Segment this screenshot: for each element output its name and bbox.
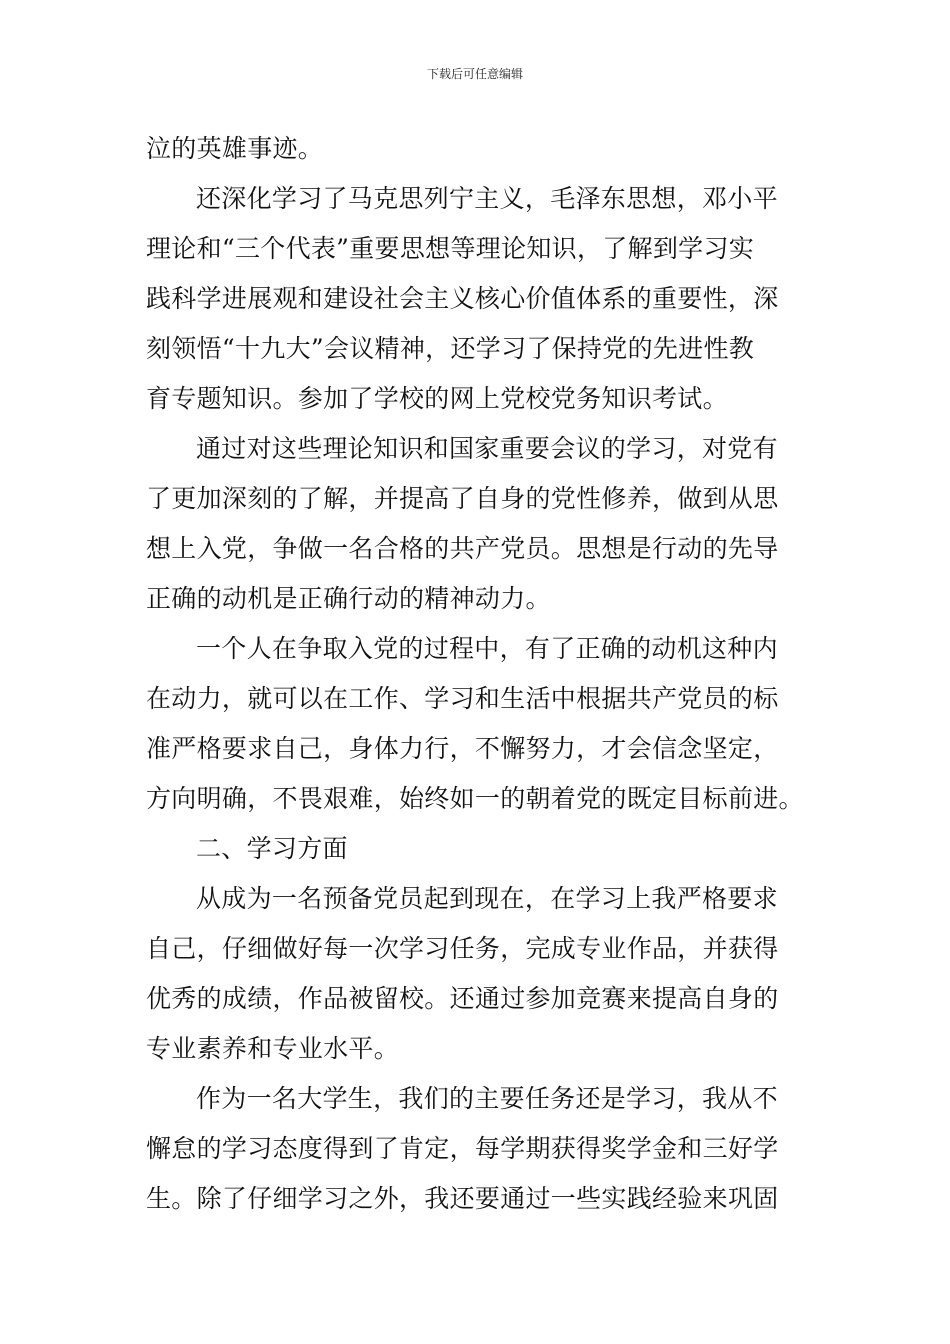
text-line: 正确的动机是正确行动的精神动力。 <box>146 584 551 613</box>
text-line: 在动力，就可以在工作、学习和生活中根据共产党员的标 <box>146 684 779 713</box>
text-line: 专业素养和专业水平。 <box>146 1034 400 1063</box>
paragraph-first-line: 还深化学习了马克思列宁主义，毛泽东思想，邓小平 <box>196 184 778 213</box>
header-note: 下载后可任意编辑 <box>426 67 523 81</box>
text-line: 了更加深刻的了解，并提高了自身的党性修养，做到从思 <box>146 484 779 513</box>
section-heading: 二、学习方面 <box>196 834 348 863</box>
text-line: 优秀的成绩，作品被留校。还通过参加竞赛来提高自身的 <box>146 984 779 1013</box>
document-body <box>146 124 810 1224</box>
text-line: 自己，仔细做好每一次学习任务，完成专业作品，并获得 <box>146 934 779 963</box>
paragraph-first-line: 一个人在争取入党的过程中，有了正确的动机这种内 <box>196 634 778 663</box>
text-line: 践科学进展观和建设社会主义核心价值体系的重要性，深 <box>146 284 779 313</box>
text-line: 泣的英雄事迹。 <box>146 134 324 163</box>
paragraph-first-line: 从成为一名预备党员起到现在，在学习上我严格要求 <box>196 884 778 913</box>
paragraph-first-line: 通过对这些理论知识和国家重要会议的学习，对党有 <box>196 434 778 463</box>
text-line: 想上入党，争做一名合格的共产党员。思想是行动的先导 <box>146 534 779 563</box>
text-line: 刻领悟“十九大”会议精神，还学习了保持党的先进性教 <box>146 334 755 363</box>
text-line: 懈怠的学习态度得到了肯定，每学期获得奖学金和三好学 <box>146 1134 779 1163</box>
text-line: 理论和“三个代表”重要思想等理论知识，了解到学习实 <box>146 234 755 263</box>
text-line: 生。除了仔细学习之外，我还要通过一些实践经验来巩固 <box>146 1184 779 1213</box>
paragraph-first-line: 作为一名大学生，我们的主要任务还是学习，我从不 <box>196 1084 778 1113</box>
text-line: 育专题知识。参加了学校的网上党校党务知识考试。 <box>146 384 728 413</box>
text-line: 方向明确，不畏艰难，始终如一的朝着党的既定目标前进。 <box>146 784 804 813</box>
text-line: 准严格要求自己，身体力行，不懈努力，才会信念坚定， <box>146 734 779 763</box>
